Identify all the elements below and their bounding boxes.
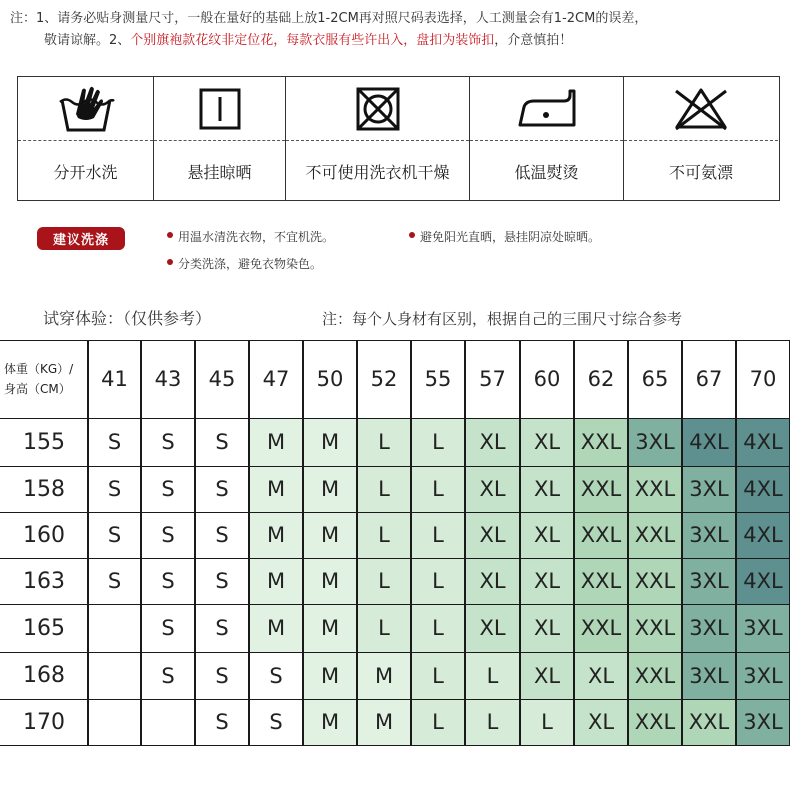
size-cell: M <box>249 512 303 558</box>
size-cell: 3XL <box>628 418 682 466</box>
size-cell: 3XL <box>736 699 790 745</box>
size-cell: S <box>195 512 249 558</box>
size-cell <box>88 699 141 745</box>
size-cell: S <box>195 418 249 466</box>
size-cell: XXL <box>628 604 682 652</box>
grid-line <box>573 340 575 745</box>
grid-line <box>519 340 521 745</box>
height-label: 170 <box>23 709 65 735</box>
size-cell: XL <box>465 418 520 466</box>
weight-header: 62 <box>587 367 615 391</box>
grid-line <box>0 652 790 654</box>
weight-header: 47 <box>262 367 290 391</box>
grid-line <box>0 512 790 514</box>
size-cell: L <box>520 699 574 745</box>
trial-title: 试穿体验：（仅供参考） <box>43 309 212 328</box>
size-cell: XL <box>465 558 520 604</box>
grid-line <box>194 340 196 745</box>
no-tumble-dry-icon <box>354 85 402 133</box>
size-cell: S <box>195 652 249 699</box>
grid-line <box>0 466 790 468</box>
care-label: 不可氨漂 <box>668 163 733 182</box>
size-cell: M <box>303 418 357 466</box>
care-label: 分开水洗 <box>53 163 118 182</box>
size-cell: L <box>411 512 465 558</box>
size-cell: S <box>141 466 195 512</box>
size-cell: S <box>141 558 195 604</box>
size-cell: XL <box>520 466 574 512</box>
weight-header: 70 <box>749 367 777 391</box>
size-cell: XL <box>520 512 574 558</box>
size-cell: M <box>303 699 357 745</box>
corner-height-label: 身高（CM） <box>4 382 71 396</box>
size-cell: M <box>357 652 411 699</box>
corner-weight-label: 体重（KG）/ <box>4 362 74 376</box>
grid-line <box>140 340 142 745</box>
advice-tip-separate-wash: 分类洗涤，避免衣物染色。 <box>178 257 323 271</box>
weight-header: 65 <box>641 367 669 391</box>
size-cell: XL <box>574 652 628 699</box>
size-cell: S <box>88 466 141 512</box>
size-cell: S <box>195 466 249 512</box>
note-line-2-end: ，介意慎拍！ <box>494 33 573 48</box>
size-cell: M <box>303 512 357 558</box>
size-cell: XXL <box>628 699 682 745</box>
size-cell: L <box>411 699 465 745</box>
size-cell <box>88 604 141 652</box>
care-cell-low-iron <box>470 77 624 200</box>
size-cell: M <box>303 466 357 512</box>
size-cell: M <box>303 604 357 652</box>
size-cell: XL <box>520 604 574 652</box>
care-label: 悬挂晾晒 <box>187 163 252 182</box>
grid-line <box>0 604 790 606</box>
size-cell: 3XL <box>736 604 790 652</box>
size-cell: XXL <box>628 652 682 699</box>
size-cell: XXL <box>574 558 628 604</box>
note-line-2-warning: 个别旗袍款花纹非定位花，每款衣服有些许出入，盘扣为装饰扣 <box>130 33 495 48</box>
grid-line <box>410 340 412 745</box>
size-cell <box>141 699 195 745</box>
size-cell: 4XL <box>736 558 790 604</box>
weight-header: 52 <box>370 367 398 391</box>
weight-header: 57 <box>479 367 506 391</box>
size-cell: M <box>303 558 357 604</box>
height-label: 155 <box>23 429 65 455</box>
size-cell: S <box>141 652 195 699</box>
size-cell: L <box>357 418 411 466</box>
size-cell: M <box>249 418 303 466</box>
size-cell: 3XL <box>736 652 790 699</box>
low-iron-icon <box>516 87 578 131</box>
trial-note: 注：每个人身材有区别，根据自己的三围尺寸综合参考 <box>322 310 683 328</box>
size-cell: L <box>411 466 465 512</box>
grid-line <box>627 340 629 745</box>
size-cell: S <box>195 604 249 652</box>
size-cell: M <box>357 699 411 745</box>
size-cell: M <box>249 604 303 652</box>
height-label: 168 <box>23 663 65 688</box>
care-label: 不可使用洗衣机干燥 <box>305 163 450 182</box>
grid-line <box>248 340 250 745</box>
care-cell-line-dry <box>154 77 286 200</box>
size-cell: S <box>249 699 303 745</box>
grid-line <box>87 340 89 745</box>
size-cell: M <box>249 466 303 512</box>
grid-line <box>735 340 737 745</box>
size-cell: M <box>249 558 303 604</box>
advice-tip-warm-water: 用温水清洗衣物，不宜机洗。 <box>178 230 335 244</box>
grid-line <box>302 340 304 745</box>
size-cell: 3XL <box>682 558 736 604</box>
size-cell: L <box>357 558 411 604</box>
no-bleach-icon <box>670 85 732 133</box>
size-cell: XXL <box>574 604 628 652</box>
weight-header: 60 <box>533 367 561 391</box>
size-cell: L <box>465 652 520 699</box>
size-cell: XL <box>465 466 520 512</box>
care-label: 低温熨烫 <box>514 163 579 182</box>
grid-line <box>0 558 790 560</box>
size-cell: XXL <box>682 699 736 745</box>
size-cell: 3XL <box>682 604 736 652</box>
size-cell: L <box>357 466 411 512</box>
weight-header: 45 <box>208 367 236 391</box>
care-cell-no-bleach <box>624 77 778 200</box>
size-cell: S <box>141 604 195 652</box>
size-cell: S <box>249 652 303 699</box>
grid-line <box>356 340 358 745</box>
size-cell: L <box>411 604 465 652</box>
height-label: 160 <box>23 522 65 548</box>
line-dry-icon <box>198 87 242 131</box>
size-cell: L <box>465 699 520 745</box>
size-cell: S <box>195 699 249 745</box>
grid-line <box>0 340 790 342</box>
size-cell: L <box>357 604 411 652</box>
size-cell: XXL <box>574 466 628 512</box>
size-cell: XXL <box>574 418 628 466</box>
size-cell: XL <box>520 558 574 604</box>
grid-line <box>0 418 790 420</box>
weight-header: 43 <box>154 367 182 391</box>
size-cell: XL <box>520 652 574 699</box>
height-label: 158 <box>23 476 65 502</box>
care-cell-hand-wash <box>18 77 154 200</box>
care-cell-no-tumble-dry <box>286 77 470 200</box>
size-cell: L <box>411 418 465 466</box>
size-cell: 3XL <box>682 512 736 558</box>
size-cell: XL <box>520 418 574 466</box>
size-cell: S <box>88 418 141 466</box>
note-line-1: 注：1、请务必贴身测量尺寸，一般在量好的基础上放1-2CM再对照尺码表选择，人工测量会有1-2CM的误差， <box>10 11 648 26</box>
size-cell: XXL <box>574 512 628 558</box>
size-cell: S <box>195 558 249 604</box>
weight-header: 50 <box>316 367 344 391</box>
weight-header: 41 <box>101 367 128 391</box>
size-cell: XXL <box>628 558 682 604</box>
advice-tip-shade-dry: 避免阳光直晒，悬挂阴凉处晾晒。 <box>420 230 601 244</box>
size-cell: XL <box>574 699 628 745</box>
size-cell: S <box>141 512 195 558</box>
size-cell: XXL <box>628 466 682 512</box>
size-cell: 4XL <box>736 512 790 558</box>
grid-line <box>681 340 683 745</box>
height-label: 163 <box>23 568 65 594</box>
care-symbols-table <box>17 76 780 201</box>
size-cell: L <box>411 652 465 699</box>
size-cell: XL <box>465 512 520 558</box>
size-cell: 4XL <box>736 418 790 466</box>
size-cell: S <box>141 418 195 466</box>
washing-advice-badge: 建议洗涤 <box>37 227 125 250</box>
note-line-2-start: 敬请谅解。2、 <box>44 33 131 48</box>
size-cell: L <box>411 558 465 604</box>
size-cell: M <box>303 652 357 699</box>
size-cell: 3XL <box>682 466 736 512</box>
grid-line <box>0 745 790 747</box>
size-cell: L <box>357 512 411 558</box>
size-cell: S <box>88 512 141 558</box>
size-note <box>10 8 780 52</box>
size-cell <box>88 652 141 699</box>
size-cell: S <box>88 558 141 604</box>
hand-wash-icon <box>56 84 116 134</box>
corner-header <box>0 340 88 418</box>
weight-header: 55 <box>424 367 452 391</box>
size-cell: 4XL <box>736 466 790 512</box>
note-line-2 <box>10 30 780 52</box>
grid-line <box>0 699 790 701</box>
grid-line <box>464 340 466 745</box>
height-label: 165 <box>23 615 65 641</box>
size-cell: 3XL <box>682 652 736 699</box>
size-cell: XXL <box>628 512 682 558</box>
size-cell: XL <box>465 604 520 652</box>
size-cell: 4XL <box>682 418 736 466</box>
weight-header: 67 <box>695 367 723 391</box>
